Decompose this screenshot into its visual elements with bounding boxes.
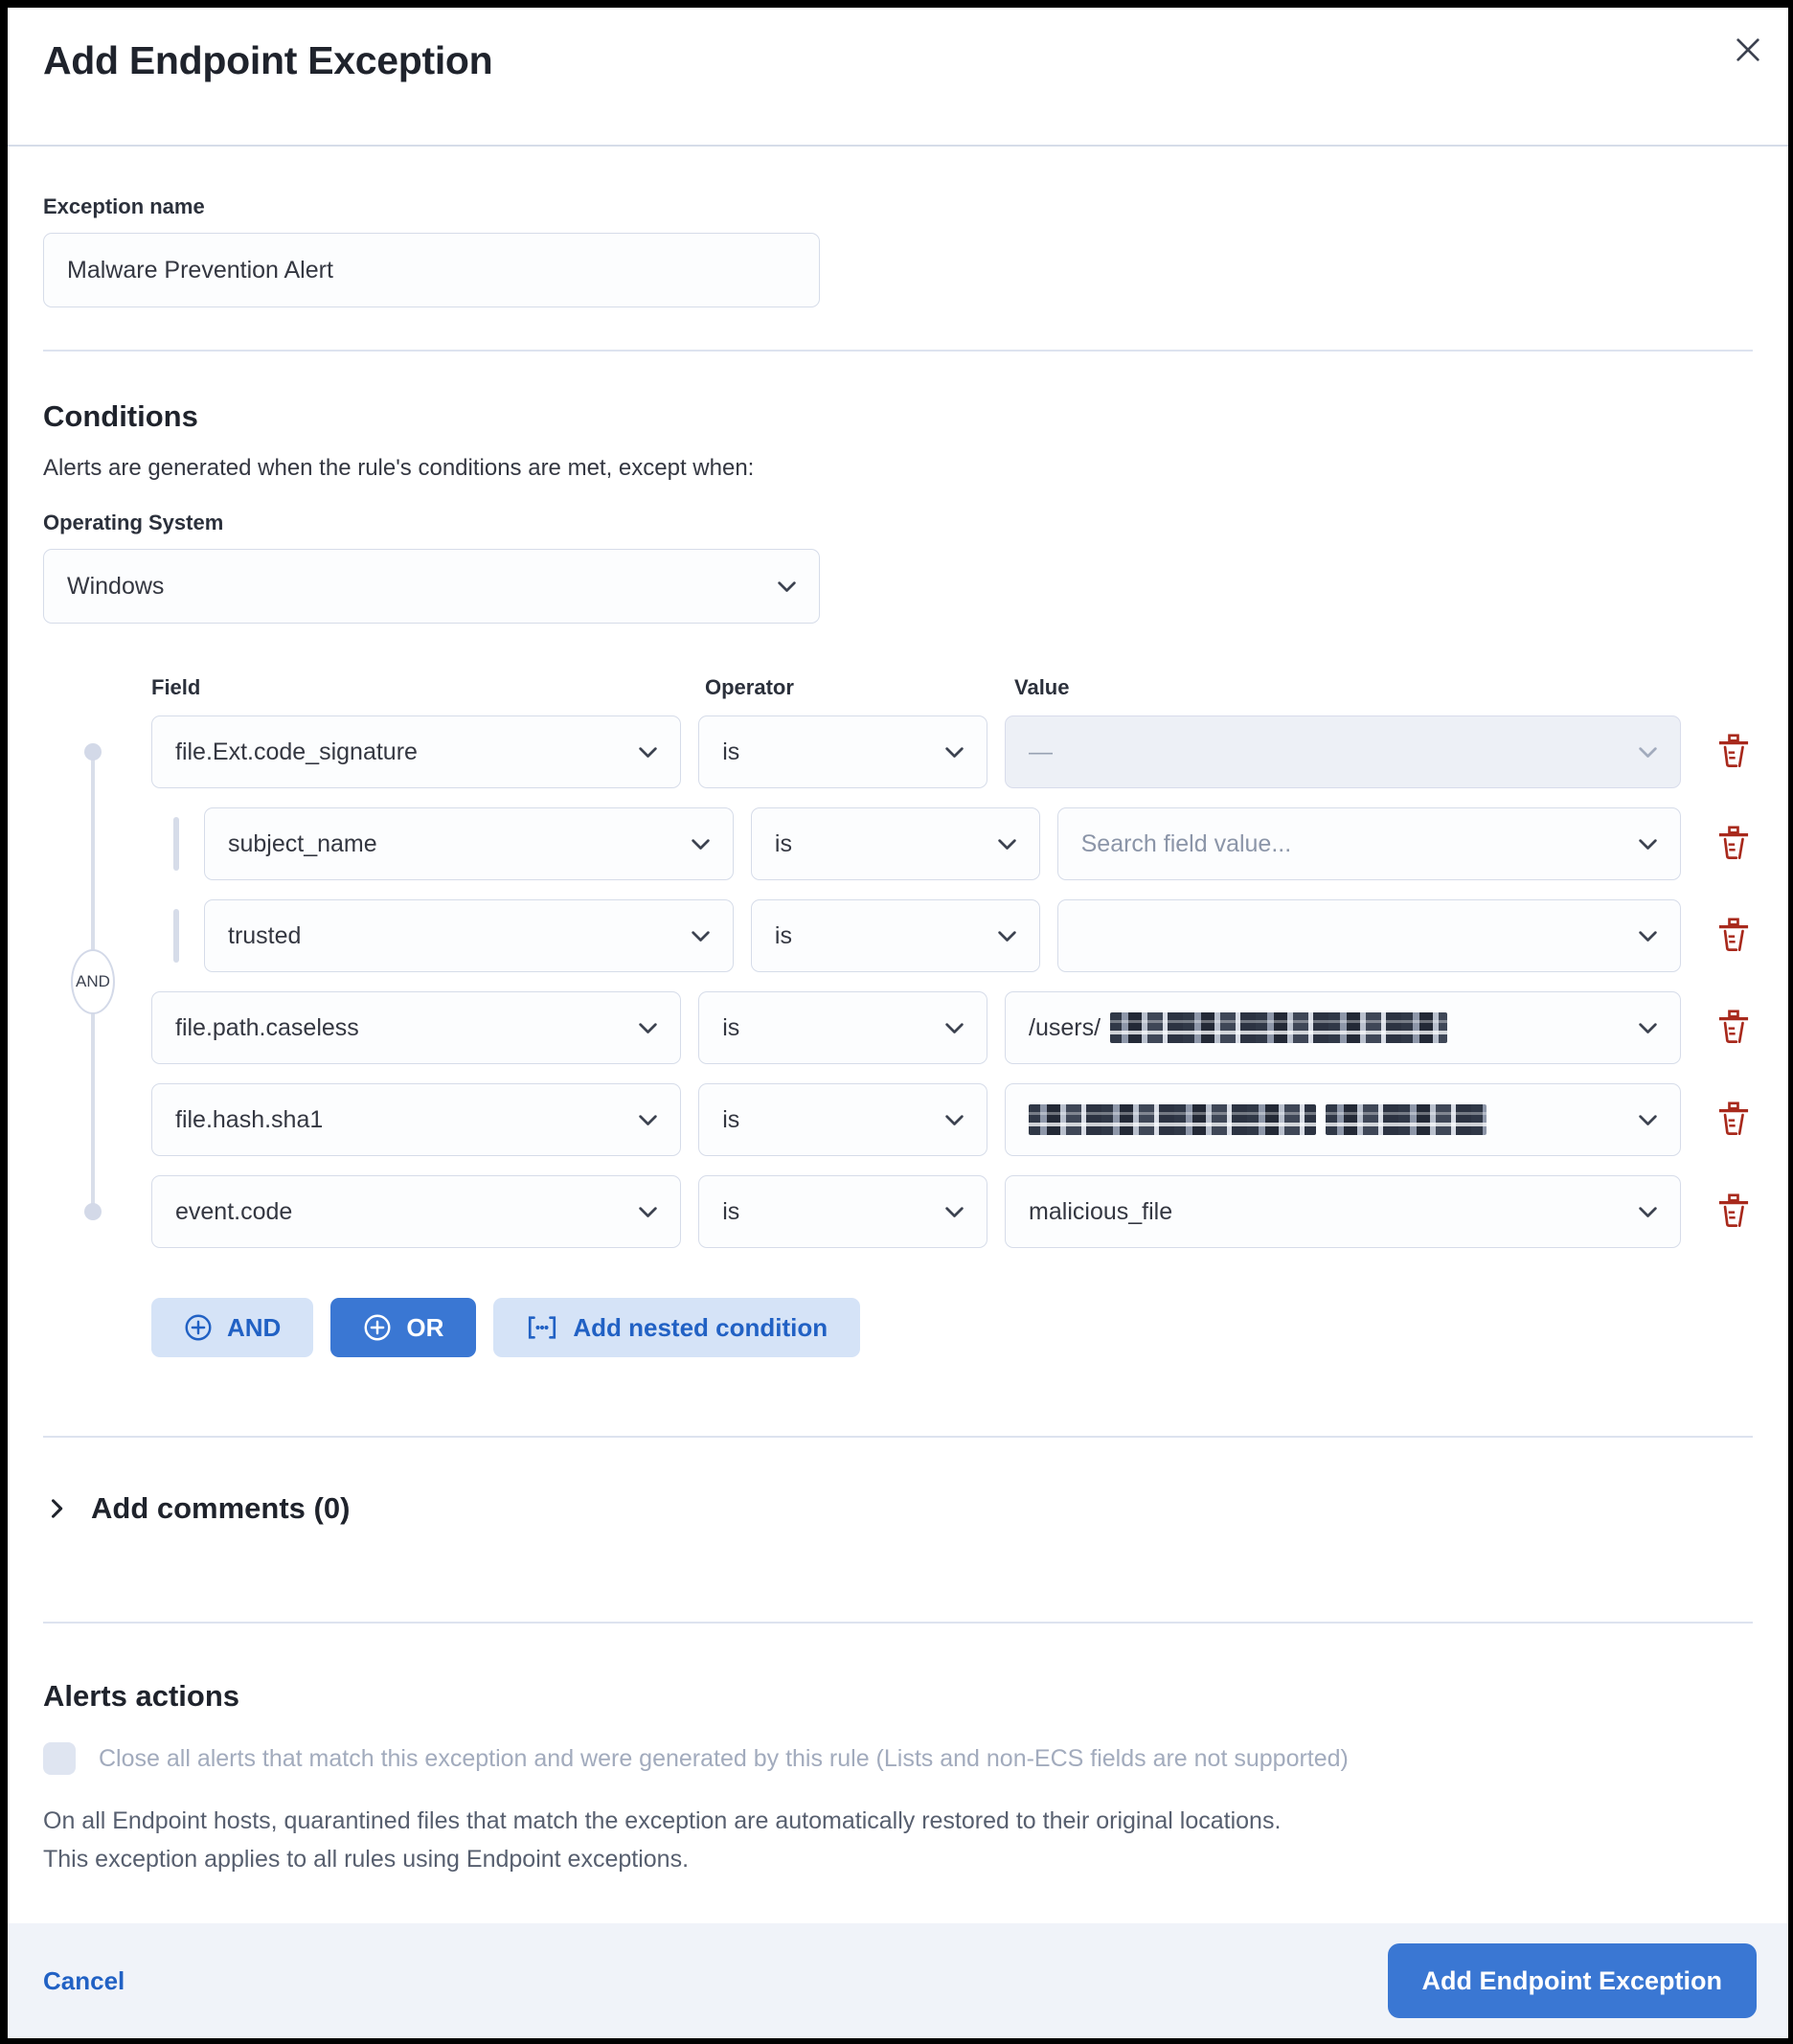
delete-condition-button[interactable] (1714, 1192, 1753, 1231)
value-select[interactable] (1057, 899, 1681, 972)
exception-name-group (43, 194, 1753, 307)
chevron-down-icon (1635, 739, 1661, 765)
dialog-body (8, 147, 1788, 1923)
field-select[interactable]: file.path.caseless (151, 991, 681, 1064)
exception-name-input[interactable] (43, 233, 820, 307)
value-select[interactable]: malicious_file (1005, 1175, 1681, 1248)
field-select[interactable]: trusted (204, 899, 734, 972)
connector-dot-bottom (84, 1203, 102, 1220)
trash-icon (1717, 1192, 1750, 1229)
field-select[interactable]: file.hash.sha1 (151, 1083, 681, 1156)
operator-select[interactable]: is (751, 807, 1040, 880)
chevron-down-icon (942, 1015, 967, 1041)
value-select[interactable] (1005, 1083, 1681, 1156)
connector-dot-top (84, 743, 102, 761)
alerts-actions-heading: Alerts actions (43, 1679, 240, 1713)
trash-icon (1717, 1009, 1750, 1045)
condition-rows (76, 715, 1753, 1248)
chevron-down-icon (1635, 1199, 1661, 1225)
chevron-down-icon (1635, 831, 1661, 857)
and-connector-badge: AND (71, 949, 115, 1014)
add-and-button[interactable]: AND (151, 1298, 313, 1357)
conditions-description: Alerts are generated when the rule's conditions are met, except when: (43, 455, 755, 481)
page-title: Add Endpoint Exception (43, 38, 493, 82)
chevron-down-icon (994, 831, 1020, 857)
section-divider (43, 1436, 1753, 1438)
value-column-label: Value (1014, 675, 1070, 699)
value-select[interactable]: /users/ (1005, 991, 1681, 1064)
chevron-down-icon (994, 923, 1020, 949)
condition-builder (76, 675, 1753, 1357)
chevron-right-icon (43, 1495, 70, 1522)
column-headers (151, 675, 1753, 700)
indent-bar (173, 817, 179, 871)
endpoint-note: On all Endpoint hosts, quarantined files that match the exception are automatically restored to their original locations. This exception applies to all rules using Endpoint exceptions. (43, 1807, 1282, 1873)
value-select: — (1005, 715, 1681, 788)
operator-select[interactable]: is (698, 991, 987, 1064)
condition-row (151, 1175, 1753, 1248)
nested-indent (151, 807, 187, 880)
conditions-heading: Conditions (43, 399, 198, 433)
delete-condition-button[interactable] (1714, 917, 1753, 955)
operator-select[interactable]: is (698, 1175, 987, 1248)
field-select[interactable]: event.code (151, 1175, 681, 1248)
close-alerts-row (43, 1742, 1753, 1775)
operator-column-label: Operator (705, 675, 794, 699)
dialog-footer (8, 1923, 1788, 2038)
exception-name-label: Exception name (43, 194, 205, 218)
close-alerts-checkbox (43, 1742, 76, 1775)
chevron-down-icon (635, 1015, 661, 1041)
trash-icon (1717, 825, 1750, 861)
condition-row (151, 807, 1753, 880)
chevron-down-icon (1635, 923, 1661, 949)
plus-in-circle-icon (363, 1313, 392, 1342)
chevron-down-icon (942, 1199, 967, 1225)
add-endpoint-exception-dialog (8, 8, 1788, 2038)
redacted-value (1110, 1012, 1447, 1043)
chevron-down-icon (635, 1107, 661, 1133)
delete-condition-button[interactable] (1714, 1101, 1753, 1139)
delete-condition-button[interactable] (1714, 1009, 1753, 1047)
alerts-actions-section (43, 1679, 1753, 1878)
brackets-dots-icon (526, 1314, 558, 1341)
field-column-label: Field (151, 675, 201, 699)
chevron-down-icon (688, 923, 714, 949)
trash-icon (1717, 917, 1750, 953)
chevron-down-icon (688, 831, 714, 857)
condition-row (151, 1083, 1753, 1156)
plus-in-circle-icon (184, 1313, 213, 1342)
close-button[interactable] (1725, 27, 1771, 73)
section-divider (43, 350, 1753, 352)
add-nested-condition-button[interactable]: Add nested condition (493, 1298, 860, 1357)
value-select[interactable]: Search field value... (1057, 807, 1681, 880)
operating-system-select[interactable]: Windows (43, 549, 820, 624)
delete-condition-button[interactable] (1714, 825, 1753, 863)
field-select[interactable]: subject_name (204, 807, 734, 880)
nested-indent (151, 899, 187, 972)
chevron-down-icon (942, 1107, 967, 1133)
add-comments-toggle[interactable]: Add comments (0) (43, 1491, 350, 1526)
chevron-down-icon (1635, 1015, 1661, 1041)
delete-condition-button[interactable] (1714, 733, 1753, 771)
condition-row (151, 899, 1753, 972)
add-endpoint-exception-button[interactable]: Add Endpoint Exception (1388, 1943, 1757, 2018)
chevron-down-icon (635, 1199, 661, 1225)
cancel-button[interactable]: Cancel (43, 1965, 125, 1995)
close-icon (1733, 34, 1763, 65)
operator-select[interactable]: is (698, 1083, 987, 1156)
chevron-down-icon (942, 739, 967, 765)
condition-row (151, 991, 1753, 1064)
chevron-down-icon (1635, 1107, 1661, 1133)
operator-select[interactable]: is (751, 899, 1040, 972)
dialog-header (8, 8, 1788, 147)
field-select[interactable]: file.Ext.code_signature (151, 715, 681, 788)
trash-icon (1717, 1101, 1750, 1137)
operating-system-label: Operating System (43, 511, 224, 534)
redacted-value (1326, 1104, 1487, 1135)
condition-row (151, 715, 1753, 788)
trash-icon (1717, 733, 1750, 769)
section-divider (43, 1622, 1753, 1624)
add-or-button[interactable]: OR (330, 1298, 476, 1357)
indent-bar (173, 909, 179, 963)
builder-buttons (151, 1298, 1753, 1357)
redacted-value (1029, 1104, 1316, 1135)
operator-select[interactable]: is (698, 715, 987, 788)
close-alerts-label: Close all alerts that match this exception and were generated by this rule (Lists and non-ECS fields are not supported) (99, 1744, 1349, 1772)
chevron-down-icon (774, 574, 800, 600)
chevron-down-icon (635, 739, 661, 765)
